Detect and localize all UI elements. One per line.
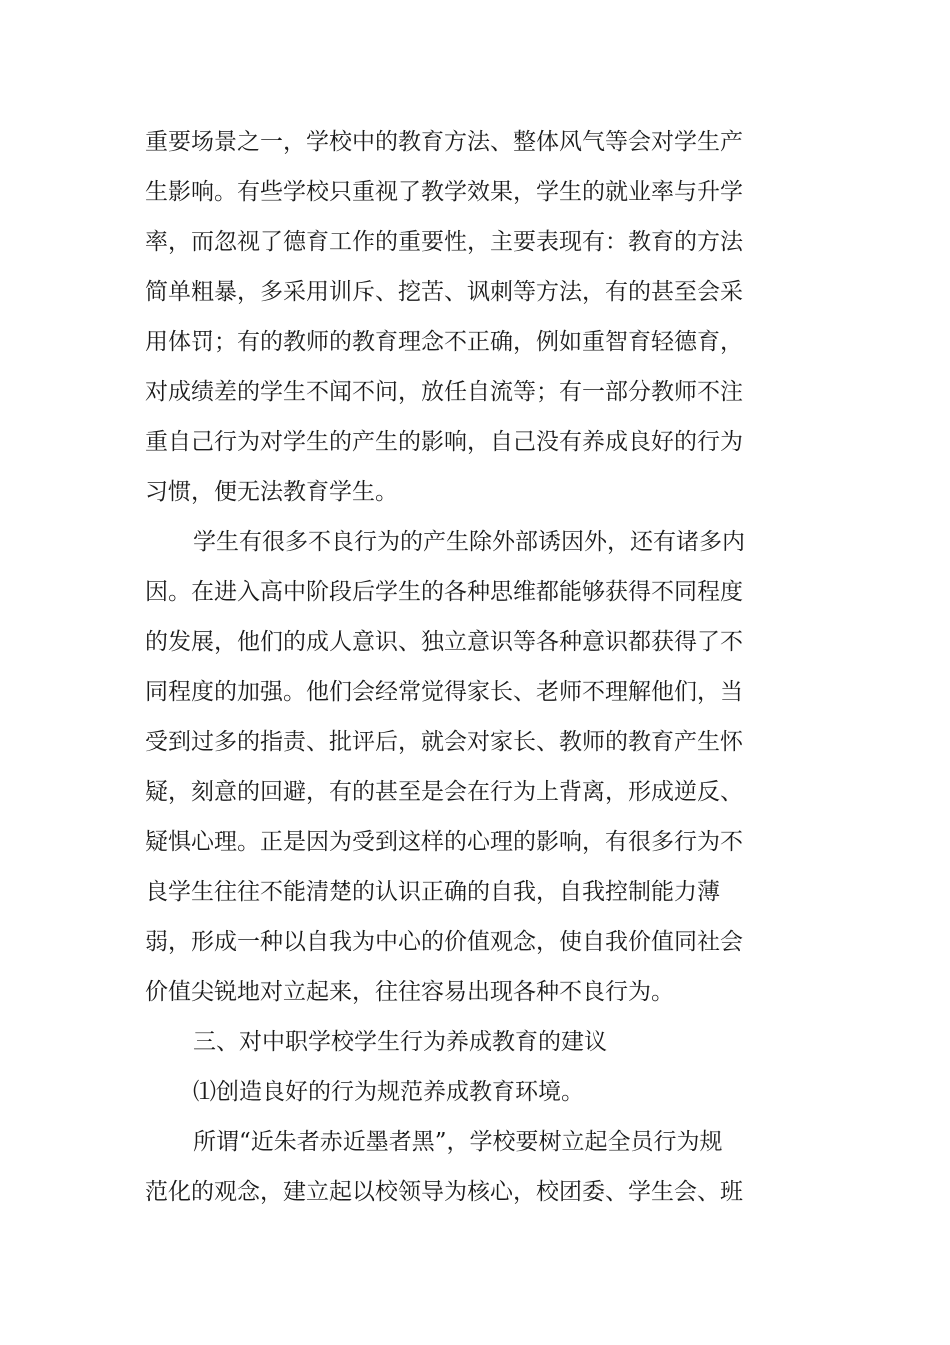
document-body — [145, 117, 745, 1217]
subheading-one — [145, 1067, 745, 1117]
text-line: 范化的观念，建立起以校领导为核心，校团委、学生会、班 — [145, 1179, 743, 1205]
text-line: 重要场景之一，学校中的教育方法、整体风气等会对学生产 — [145, 129, 743, 155]
text-line: 弱，形成一种以自我为中心的价值观念，使自我价值同社会 — [145, 929, 743, 955]
text-line: 因。在进入高中阶段后学生的各种思维都能够获得不同程度 — [145, 579, 743, 605]
text-line: 价值尖锐地对立起来，往往容易出现各种不良行为。 — [145, 979, 674, 1005]
text-line: 受到过多的指责、批评后，就会对家长、教师的教育产生怀 — [145, 729, 743, 755]
text-line: 良学生往往不能清楚的认识正确的自我，自我控制能力薄 — [145, 879, 720, 905]
text-line: 重自己行为对学生的产生的影响，自己没有养成良好的行为 — [145, 429, 743, 455]
text-line: ⑴创造良好的行为规范养成教育环境。 — [193, 1079, 584, 1105]
text-line: 生影响。有些学校只重视了教学效果，学生的就业率与升学 — [145, 179, 743, 205]
paragraph-school-environment — [145, 117, 745, 517]
text-line: 简单粗暴，多采用训斥、挖苦、讽刺等方法，有的甚至会采 — [145, 279, 743, 305]
text-line: 率，而忽视了德育工作的重要性，主要表现有：教育的方法 — [145, 229, 743, 255]
text-line: 习惯，便无法教育学生。 — [145, 479, 398, 505]
text-line: 的发展，他们的成人意识、独立意识等各种意识都获得了不 — [145, 629, 743, 655]
text-line: 同程度的加强。他们会经常觉得家长、老师不理解他们，当 — [145, 679, 743, 705]
text-line: 所谓“近朱者赤近墨者黑”，学校要树立起全员行为规 — [193, 1129, 723, 1155]
text-line: 疑，刻意的回避，有的甚至是会在行为上背离，形成逆反、 — [145, 779, 743, 805]
text-line: 三、对中职学校学生行为养成教育的建议 — [193, 1029, 607, 1055]
text-line: 疑惧心理。正是因为受到这样的心理的影响，有很多行为不 — [145, 829, 743, 855]
text-line: 用体罚；有的教师的教育理念不正确，例如重智育轻德育， — [145, 329, 743, 355]
text-line: 对成绩差的学生不闻不问，放任自流等；有一部分教师不注 — [145, 379, 743, 405]
paragraph-environment-norms — [145, 1117, 745, 1217]
paragraph-internal-causes — [145, 517, 745, 1017]
section-heading-three — [145, 1017, 745, 1067]
text-line: 学生有很多不良行为的产生除外部诱因外，还有诸多内 — [193, 529, 745, 555]
